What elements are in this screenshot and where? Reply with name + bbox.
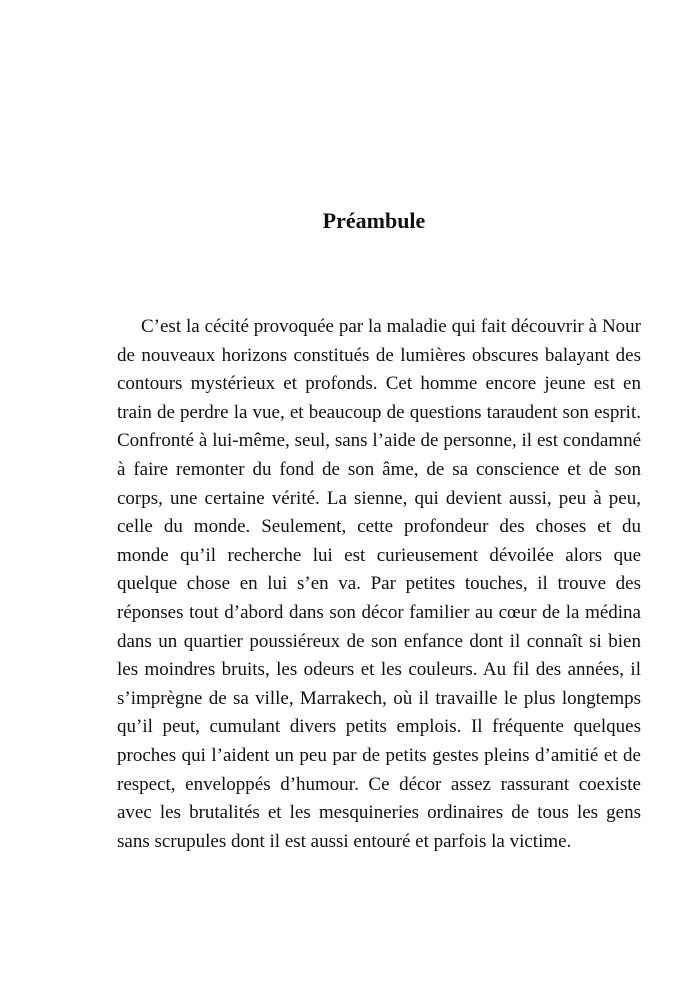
page-title: Préambule: [322, 208, 426, 233]
body-paragraph: C’est la cécité provoquée par la maladie qui fait découvrir à Nour de nouveaux horizons constitués de lumières obscures balayant des contours mystérieux et profonds. Cet homme encore jeune est en train de perdre la vue, et beaucoup de questions taraudent son esprit. Confronté à lui-même, seul, sans l’aide de personne, il est condamné à faire remonter du fond de son âme, de sa conscience et de son corps, une certaine vérité. La sienne, qui devient aussi, peu à peu, celle du monde. Seulement, cette profondeur des choses et du monde qu’il recherche lui est curieusement dévoilée alors que quelque chose en lui s’en va. Par petites touches, il trouve des réponses tout d’abord dans son décor familier au cœur de la médina dans un quartier poussiéreux de son enfance dont il connaît si bien les moindres bruits, les odeurs et les couleurs. Au fil des années, il s’imprègne de sa ville, Marrakech, où il travaille le plus longtemps qu’il peut, cumulant divers petits emplois. Il fréquente quelques proches qui l’aident un peu par de petits gestes pleins d’amitié et de respect, enveloppés d’humour. Ce décor assez rassurant coexiste avec les brutalités et les mesquineries ordinaires de tous les gens sans scrupules dont il est aussi entouré et parfois la victime.: [117, 316, 641, 852]
